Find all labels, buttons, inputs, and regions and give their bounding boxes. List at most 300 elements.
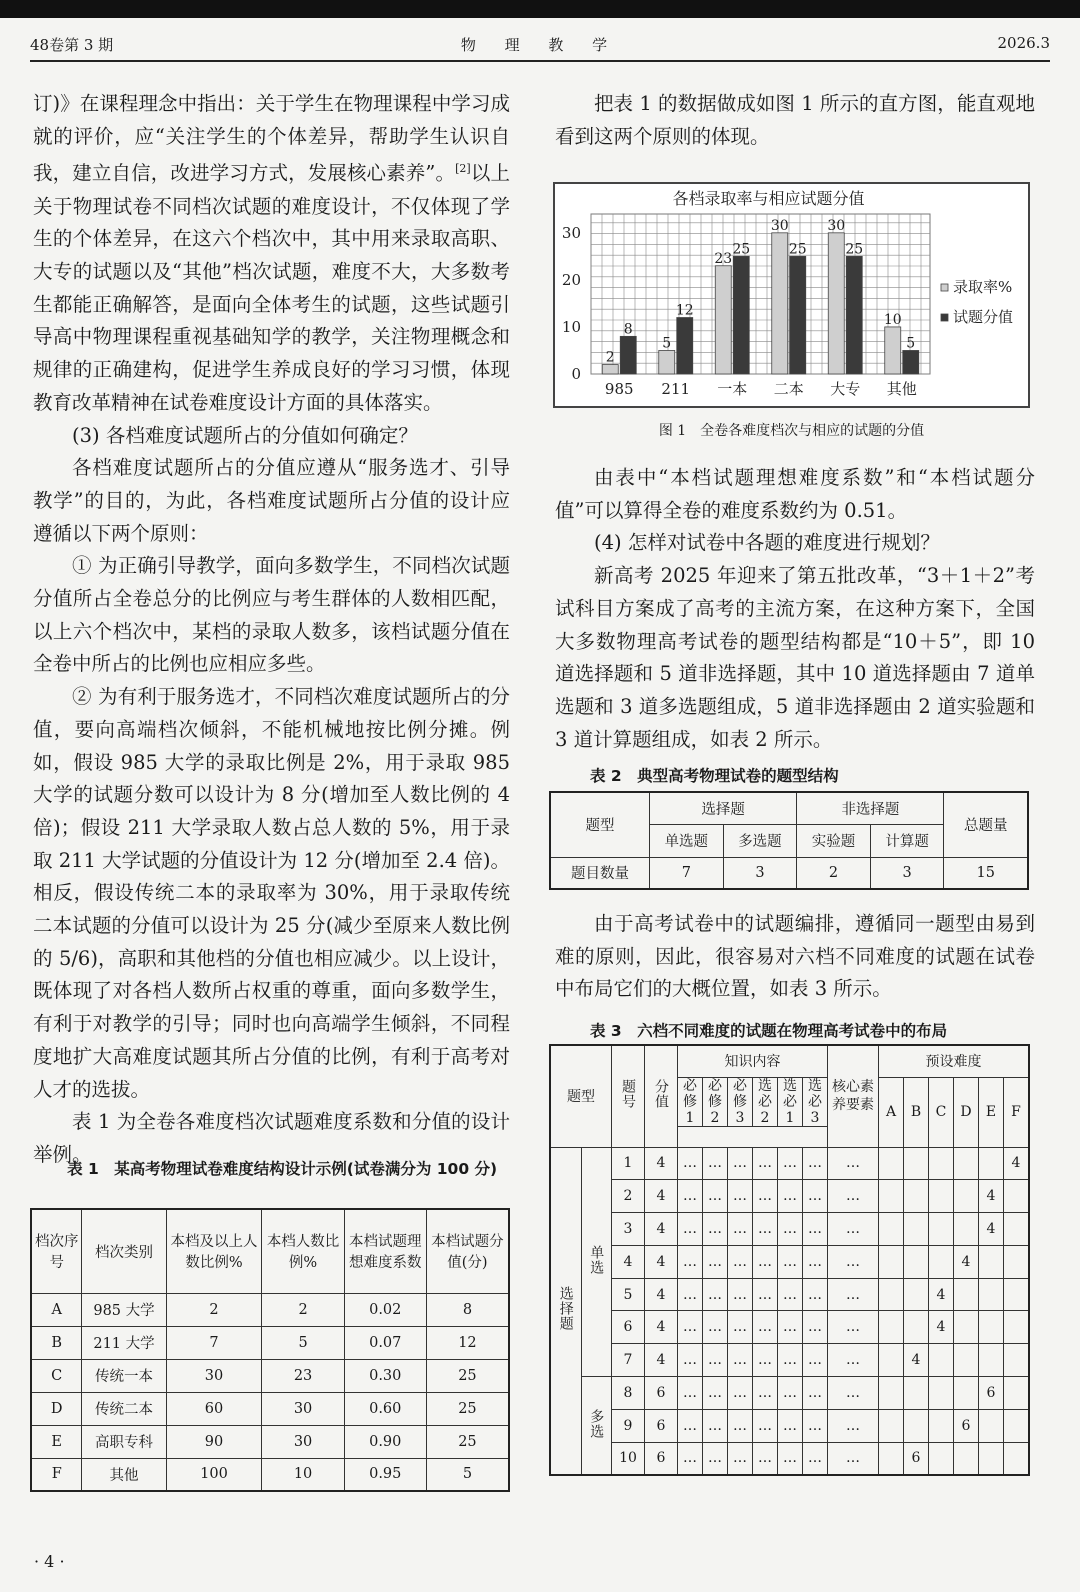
knowledge-cell: … [778, 1311, 803, 1344]
difficulty-cell [904, 1147, 929, 1180]
table-cell: 7 [650, 857, 724, 889]
difficulty-cell [979, 1442, 1004, 1475]
difficulty-cell [879, 1442, 904, 1475]
knowledge-cell: … [778, 1409, 803, 1442]
difficulty-cell [929, 1377, 954, 1410]
group-label: 选择题 [550, 1147, 581, 1475]
difficulty-cell [954, 1311, 979, 1344]
difficulty-cell [904, 1311, 929, 1344]
knowledge-cell: … [753, 1377, 778, 1410]
header-cell: 题型 [550, 792, 650, 857]
x-tick-label: 一本 [717, 380, 748, 398]
table-cell: 0.95 [344, 1458, 426, 1491]
knowledge-cell: … [703, 1442, 728, 1475]
bar-score [846, 256, 862, 374]
difficulty-cell [904, 1377, 929, 1410]
knowledge-cell: … [753, 1409, 778, 1442]
knowledge-cell: … [803, 1311, 828, 1344]
difficulty-cell [879, 1344, 904, 1377]
knowledge-cell: … [728, 1344, 753, 1377]
knowledge-cell: … [803, 1180, 828, 1213]
knowledge-cell: … [753, 1344, 778, 1377]
table-cell: 12 [426, 1326, 509, 1359]
knowledge-cell: … [678, 1442, 703, 1475]
knowledge-cell: … [803, 1344, 828, 1377]
question-number: 3 [612, 1213, 645, 1246]
knowledge-cell: … [753, 1180, 778, 1213]
knowledge-cell: … [803, 1409, 828, 1442]
question-number: 1 [612, 1147, 645, 1180]
right-column-middle [555, 462, 1035, 756]
table-cell: 0.07 [344, 1326, 426, 1359]
difficulty-cell [1004, 1377, 1030, 1410]
paragraph: 各档难度试题所占的分值应遵从“服务选才、引导教学”的目的，为此，各档难度试题所占分值的设计应遵循以下两个原则： [33, 456, 510, 545]
difficulty-cell [929, 1213, 954, 1246]
data-label: 30 [827, 217, 846, 234]
knowledge-cell: … [778, 1147, 803, 1180]
x-tick-label: 985 [604, 380, 634, 398]
table-cell: 23 [262, 1359, 344, 1392]
core-literacy-cell: … [828, 1180, 879, 1213]
header-cell: 预设难度 [879, 1045, 1030, 1077]
data-label: 25 [845, 241, 864, 258]
subgroup-label: 多选 [581, 1377, 611, 1475]
table-cell: 8 [426, 1293, 509, 1326]
issue-date: 2026.3 [997, 34, 1050, 52]
table-cell: 2 [797, 857, 871, 889]
table-cell: 0.02 [344, 1293, 426, 1326]
data-label: 30 [770, 217, 789, 234]
difficulty-cell [954, 1180, 979, 1213]
question-score: 6 [645, 1442, 678, 1475]
question-score: 6 [645, 1377, 678, 1410]
knowledge-col-header: 选必3 [803, 1077, 828, 1126]
paragraph: ① 为正确引导教学，面向多数学生，不同档次试题分值所占全卷总分的比例应与考生群体的人数相匹配，以上六个档次中，某档的录取人数多，该档试题分值在全卷中所占的比例也应相应多些。 [33, 554, 510, 676]
knowledge-cell: … [703, 1377, 728, 1410]
knowledge-cell: … [778, 1377, 803, 1410]
issue-info: 48卷第 3 期 [30, 36, 114, 54]
table-cell: 25 [426, 1425, 509, 1458]
table-row [31, 1392, 509, 1425]
difficulty-cell [954, 1344, 979, 1377]
difficulty-cell: 6 [979, 1377, 1004, 1410]
table-header-row [31, 1209, 509, 1293]
subgroup-label: 单选 [581, 1147, 611, 1377]
paragraph: 表 1 为全卷各难度档次试题难度系数和分值的设计举例。 [33, 1110, 510, 1166]
knowledge-col-header: 必修2 [703, 1077, 728, 1126]
question-number: 4 [612, 1245, 645, 1278]
difficulty-cell [1004, 1213, 1030, 1246]
right-column-bottom [555, 908, 1035, 1006]
knowledge-cell: … [753, 1442, 778, 1475]
question-number: 7 [612, 1344, 645, 1377]
header-cell: 本档试题理想难度系数 [344, 1209, 426, 1293]
bar-admission-rate [602, 365, 618, 374]
question-number: 10 [612, 1442, 645, 1475]
x-tick-label: 大专 [830, 380, 861, 398]
difficulty-cell [954, 1213, 979, 1246]
question-number: 2 [612, 1180, 645, 1213]
running-header [30, 34, 1050, 56]
paragraph: ② 为有利于服务选才，不同档次难度试题所占的分值，要向高端档次倾斜，不能机械地按比例分摊。例如，假设 985 大学的录取比例是 2%，用于录取 985 大学的试题分数可以设计为 8 分(增加至人数比例的 4 倍)；假设 211 大学录取人数占总人数的 5%，用于录取 211 大学试题的分值设计为 12 分(增加至 2.4 倍)。相反，假设传统二本的录取率为 30%，用于录取传统二本试题的分值可以设计为 25 分(减少至原来人数比例的 5/6)，高职和其他档的分值也相应减少。以上设计，既体现了对各档人数所占权重的尊重，面向多数学生，有利于对教学的引导；同时也向高端学生倾斜，不同程度地扩大高难度试题其所占分值的比例，有利于高考对人才的选拔。 [33, 685, 510, 1101]
data-label: 5 [662, 335, 672, 352]
table-row [550, 1278, 1029, 1311]
table-row [550, 1180, 1029, 1213]
question-score: 4 [645, 1344, 678, 1377]
table-cell: 30 [262, 1392, 344, 1425]
header-cell: 档次类别 [82, 1209, 166, 1293]
knowledge-cell: … [703, 1311, 728, 1344]
knowledge-cell: … [678, 1377, 703, 1410]
table-row [550, 1377, 1029, 1410]
knowledge-cell: … [703, 1409, 728, 1442]
difficulty-cell [954, 1377, 979, 1410]
table-row [550, 857, 1028, 889]
table-cell: 0.90 [344, 1425, 426, 1458]
table-row [550, 1245, 1029, 1278]
difficulty-cell [879, 1245, 904, 1278]
data-label: 8 [623, 321, 633, 338]
paragraph: 把表 1 的数据做成如图 1 所示的直方图，能直观地看到这两个原则的体现。 [555, 92, 1035, 148]
bar-admission-rate [885, 327, 901, 374]
bar-score [790, 256, 806, 374]
question-score: 6 [645, 1409, 678, 1442]
table-header-row [550, 792, 1028, 824]
difficulty-cell [879, 1311, 904, 1344]
difficulty-cell [929, 1442, 954, 1475]
knowledge-cell: … [703, 1278, 728, 1311]
difficulty-cell [1004, 1311, 1030, 1344]
journal-title: 物 理 教 学 [460, 36, 620, 54]
x-tick-label: 211 [661, 380, 691, 398]
core-literacy-cell: … [828, 1147, 879, 1180]
figure1-caption: 图 1 全卷各难度档次与相应的试题的分值 [658, 423, 925, 439]
header-cell: 档次序号 [31, 1209, 82, 1293]
knowledge-cell: … [678, 1311, 703, 1344]
knowledge-cell: … [778, 1344, 803, 1377]
table-cell: 5 [262, 1326, 344, 1359]
knowledge-cell: … [753, 1213, 778, 1246]
left-column [33, 88, 510, 1172]
table-cell: 25 [426, 1392, 509, 1425]
table1-caption: 表 1 某高考物理试卷难度结构设计示例(试卷满分为 100 分) [67, 1160, 498, 1178]
knowledge-col-header: 必修3 [728, 1077, 753, 1126]
header-cell: 非选择题 [797, 792, 944, 824]
bar-score [903, 350, 919, 374]
paragraph: (4) 怎样对试卷中各题的难度进行规划？ [594, 531, 940, 555]
difficulty-cell [1004, 1442, 1030, 1475]
question-score: 4 [645, 1311, 678, 1344]
difficulty-cell [979, 1344, 1004, 1377]
y-tick-label: 30 [561, 223, 581, 242]
knowledge-cell: … [778, 1180, 803, 1213]
table-cell: A [31, 1293, 82, 1326]
legend-swatch [941, 284, 948, 291]
knowledge-col-header: 选必2 [753, 1077, 778, 1126]
legend-swatch [941, 314, 948, 321]
question-number: 8 [612, 1377, 645, 1410]
question-score: 4 [645, 1213, 678, 1246]
table-cell: 高职专科 [82, 1425, 166, 1458]
knowledge-col-header: 选必1 [778, 1077, 803, 1126]
difficulty-cell [1004, 1409, 1030, 1442]
table-row [550, 1147, 1029, 1180]
table-row [550, 1311, 1029, 1344]
header-cell: 题型 [550, 1045, 612, 1147]
core-literacy-cell: … [828, 1344, 879, 1377]
table-cell: 3 [723, 857, 797, 889]
header-cell: 实验题 [797, 824, 871, 857]
paragraph: 由表中“本档试题理想难度系数”和“本档试题分值”可以算得全卷的难度系数约为 0.51。 [555, 466, 1035, 522]
table-cell: 15 [944, 857, 1028, 889]
data-label: 5 [906, 335, 916, 352]
paragraph: 新高考 2025 年迎来了第五批改革，“3＋1＋2”考试科目方案成了高考的主流方案，在这种方案下，全国大多数物理高考试卷的题型结构都是“10＋5”，即 10 道选择题和 5 道非选择题，其中 10 道选择题由 7 道单选题和 3 道多选题组成，5 道非选择题由 2 道实验题和 3 道计算题组成，如表 2 所示。 [555, 564, 1035, 751]
header-cell: 计算题 [870, 824, 944, 857]
data-label: 25 [732, 241, 751, 258]
bar-admission-rate [715, 266, 731, 374]
knowledge-cell: … [678, 1147, 703, 1180]
table-cell: 传统二本 [82, 1392, 166, 1425]
difficulty-cell [879, 1147, 904, 1180]
table-cell: 0.30 [344, 1359, 426, 1392]
difficulty-cell [879, 1278, 904, 1311]
core-literacy-cell: … [828, 1377, 879, 1410]
bar-admission-rate [772, 233, 788, 374]
data-label: 23 [714, 250, 733, 267]
difficulty-cell: 4 [979, 1213, 1004, 1246]
header-cell: 分值 [645, 1045, 678, 1147]
paragraph: (3) 各档难度试题所占的分值如何确定？ [72, 423, 418, 447]
table-row [31, 1293, 509, 1326]
difficulty-col-header: E [979, 1077, 1004, 1147]
knowledge-cell: … [778, 1213, 803, 1246]
knowledge-cell: … [703, 1344, 728, 1377]
paragraph: 订)》在课程理念中指出：关于学生在物理课程中学习成就的评价，应“关注学生的个体差异，帮助学生认识自我，建立自信，改进学习方式，发展核心素养”。[2]以上关于物理试卷不同档次试题的难度设计，不仅体现了学生的个体差异，在这六个档次中，其中用来录取高职、大专的试题以及“其他”档次试题，难度不大，大多数考生都能正确解答，是面向全体考生的试题，这些试题引导高中物理课程重视基础知学的教学，关注物理概念和规律的正确建构，促进学生养成良好的学习习惯，体现教育改革精神在试卷难度设计方面的具体落实。 [33, 92, 510, 414]
knowledge-cell: … [728, 1213, 753, 1246]
bar-score [733, 256, 749, 374]
bar-admission-rate [828, 233, 844, 374]
knowledge-cell: … [778, 1245, 803, 1278]
knowledge-cell: … [803, 1278, 828, 1311]
question-number: 5 [612, 1278, 645, 1311]
knowledge-cell: … [678, 1278, 703, 1311]
data-label: 2 [605, 349, 615, 366]
knowledge-cell: … [678, 1213, 703, 1246]
knowledge-cell: … [678, 1409, 703, 1442]
legend-label: 录取率% [953, 278, 1013, 296]
header-cell: 本档人数比例% [262, 1209, 344, 1293]
difficulty-col-header: C [929, 1077, 954, 1147]
table-row [550, 1344, 1029, 1377]
knowledge-cell: … [803, 1213, 828, 1246]
knowledge-cell: … [703, 1180, 728, 1213]
knowledge-cell: … [728, 1311, 753, 1344]
difficulty-col-header: D [954, 1077, 979, 1147]
table-cell: 10 [262, 1458, 344, 1491]
plot-area [591, 214, 930, 374]
difficulty-cell [929, 1344, 954, 1377]
knowledge-cell: … [803, 1245, 828, 1278]
knowledge-cell: … [678, 1344, 703, 1377]
question-number: 6 [612, 1311, 645, 1344]
difficulty-cell [929, 1147, 954, 1180]
table3-caption: 表 3 六档不同难度的试题在物理高考试卷中的布局 [590, 1022, 948, 1040]
table-row [31, 1425, 509, 1458]
difficulty-cell [879, 1180, 904, 1213]
difficulty-col-header: B [904, 1077, 929, 1147]
difficulty-cell [904, 1245, 929, 1278]
table-cell: 5 [426, 1458, 509, 1491]
table-cell: 0.60 [344, 1392, 426, 1425]
table-cell: 25 [426, 1359, 509, 1392]
table-row [31, 1326, 509, 1359]
header-cell: 知识内容 [678, 1045, 828, 1077]
core-literacy-cell: … [828, 1278, 879, 1311]
header-cell: 题号 [612, 1045, 645, 1147]
chart-title: 各档录取率与相应试题分值 [672, 189, 865, 208]
difficulty-cell [929, 1245, 954, 1278]
header-cell: 多选题 [723, 824, 797, 857]
data-label: 25 [788, 241, 807, 258]
header-cell: 选择题 [650, 792, 797, 824]
figure1-chart [553, 182, 1030, 408]
difficulty-cell [1004, 1245, 1030, 1278]
question-score: 4 [645, 1245, 678, 1278]
table2 [549, 791, 1029, 890]
question-score: 4 [645, 1180, 678, 1213]
header-rule [30, 60, 1050, 62]
question-score: 4 [645, 1278, 678, 1311]
core-literacy-cell: … [828, 1442, 879, 1475]
difficulty-cell: 4 [929, 1311, 954, 1344]
table-cell: 90 [166, 1425, 262, 1458]
core-literacy-cell: … [828, 1311, 879, 1344]
difficulty-cell: 4 [929, 1278, 954, 1311]
knowledge-cell: … [803, 1147, 828, 1180]
table-row [550, 1409, 1029, 1442]
difficulty-cell [879, 1409, 904, 1442]
difficulty-cell [979, 1245, 1004, 1278]
header-cell: 单选题 [650, 824, 724, 857]
table-cell: E [31, 1425, 82, 1458]
bar-chart [555, 184, 1028, 406]
paragraph: 由于高考试卷中的试题编排，遵循同一题型由易到难的原则，因此，很容易对六档不同难度的试题在试卷中布局它们的大概位置，如表 3 所示。 [555, 912, 1035, 1001]
table-cell: 其他 [82, 1458, 166, 1491]
knowledge-cell: … [753, 1278, 778, 1311]
citation: [2] [455, 162, 471, 176]
header-cell: 本档及以上人数比例% [166, 1209, 262, 1293]
knowledge-cell: … [778, 1442, 803, 1475]
data-label: 10 [883, 311, 902, 328]
knowledge-cell: … [678, 1245, 703, 1278]
y-tick-label: 0 [571, 365, 581, 383]
table-row [31, 1458, 509, 1491]
table-cell: 60 [166, 1392, 262, 1425]
table-cell: 100 [166, 1458, 262, 1491]
knowledge-cell: … [753, 1147, 778, 1180]
difficulty-cell [1004, 1180, 1030, 1213]
knowledge-cell: … [703, 1245, 728, 1278]
table-cell: C [31, 1359, 82, 1392]
y-tick-label: 10 [561, 317, 581, 336]
difficulty-cell [979, 1147, 1004, 1180]
table-cell: 211 大学 [82, 1326, 166, 1359]
difficulty-cell [879, 1213, 904, 1246]
header-cell: 核心素养要素 [828, 1045, 879, 1147]
legend-label: 试题分值 [953, 308, 1014, 326]
difficulty-cell: 4 [1004, 1147, 1030, 1180]
difficulty-cell [979, 1278, 1004, 1311]
difficulty-cell [954, 1442, 979, 1475]
table-cell: 30 [262, 1425, 344, 1458]
table-cell: 传统一本 [82, 1359, 166, 1392]
bar-score [677, 318, 693, 374]
core-literacy-cell: … [828, 1409, 879, 1442]
table-cell: 2 [262, 1293, 344, 1326]
difficulty-cell [879, 1377, 904, 1410]
knowledge-cell: … [728, 1278, 753, 1311]
table-cell: F [31, 1458, 82, 1491]
x-tick-label: 其他 [886, 380, 917, 398]
knowledge-cell: … [728, 1442, 753, 1475]
difficulty-cell [1004, 1344, 1030, 1377]
knowledge-cell: … [728, 1377, 753, 1410]
row-label: 题目数量 [550, 857, 650, 889]
knowledge-cell: … [803, 1377, 828, 1410]
data-label: 12 [675, 302, 694, 319]
knowledge-cell: … [678, 1180, 703, 1213]
question-score: 4 [645, 1147, 678, 1180]
right-column-top [555, 88, 1035, 153]
table-cell: B [31, 1326, 82, 1359]
difficulty-cell [904, 1409, 929, 1442]
difficulty-col-header: A [879, 1077, 904, 1147]
knowledge-cell: … [728, 1180, 753, 1213]
table-row [31, 1359, 509, 1392]
knowledge-cell: … [728, 1409, 753, 1442]
table-header-row [550, 1045, 1029, 1077]
x-tick-label: 二本 [773, 380, 804, 398]
knowledge-cell: … [703, 1213, 728, 1246]
knowledge-cell: … [728, 1147, 753, 1180]
difficulty-cell [1004, 1278, 1030, 1311]
y-tick-label: 20 [561, 270, 581, 289]
bar-score [620, 336, 636, 374]
knowledge-cell: … [753, 1311, 778, 1344]
difficulty-cell: 6 [954, 1409, 979, 1442]
difficulty-cell [929, 1180, 954, 1213]
difficulty-cell [904, 1213, 929, 1246]
knowledge-col-header: 必修1 [678, 1077, 703, 1126]
difficulty-cell [904, 1180, 929, 1213]
knowledge-cell: … [728, 1245, 753, 1278]
header-cell: 总题量 [944, 792, 1028, 857]
table-cell: 2 [166, 1293, 262, 1326]
difficulty-cell: 4 [979, 1180, 1004, 1213]
top-black-bar [0, 0, 1080, 18]
difficulty-col-header: F [1004, 1077, 1030, 1147]
table3 [549, 1044, 1030, 1476]
knowledge-cell: … [803, 1442, 828, 1475]
table-cell: 30 [166, 1359, 262, 1392]
bar-admission-rate [659, 350, 675, 374]
difficulty-cell [904, 1278, 929, 1311]
table-row [550, 1442, 1029, 1475]
header-cell: 本档试题分值(分) [426, 1209, 509, 1293]
difficulty-cell: 4 [954, 1245, 979, 1278]
table2-caption: 表 2 典型高考物理试卷的题型结构 [590, 767, 839, 785]
table-cell: 3 [870, 857, 944, 889]
